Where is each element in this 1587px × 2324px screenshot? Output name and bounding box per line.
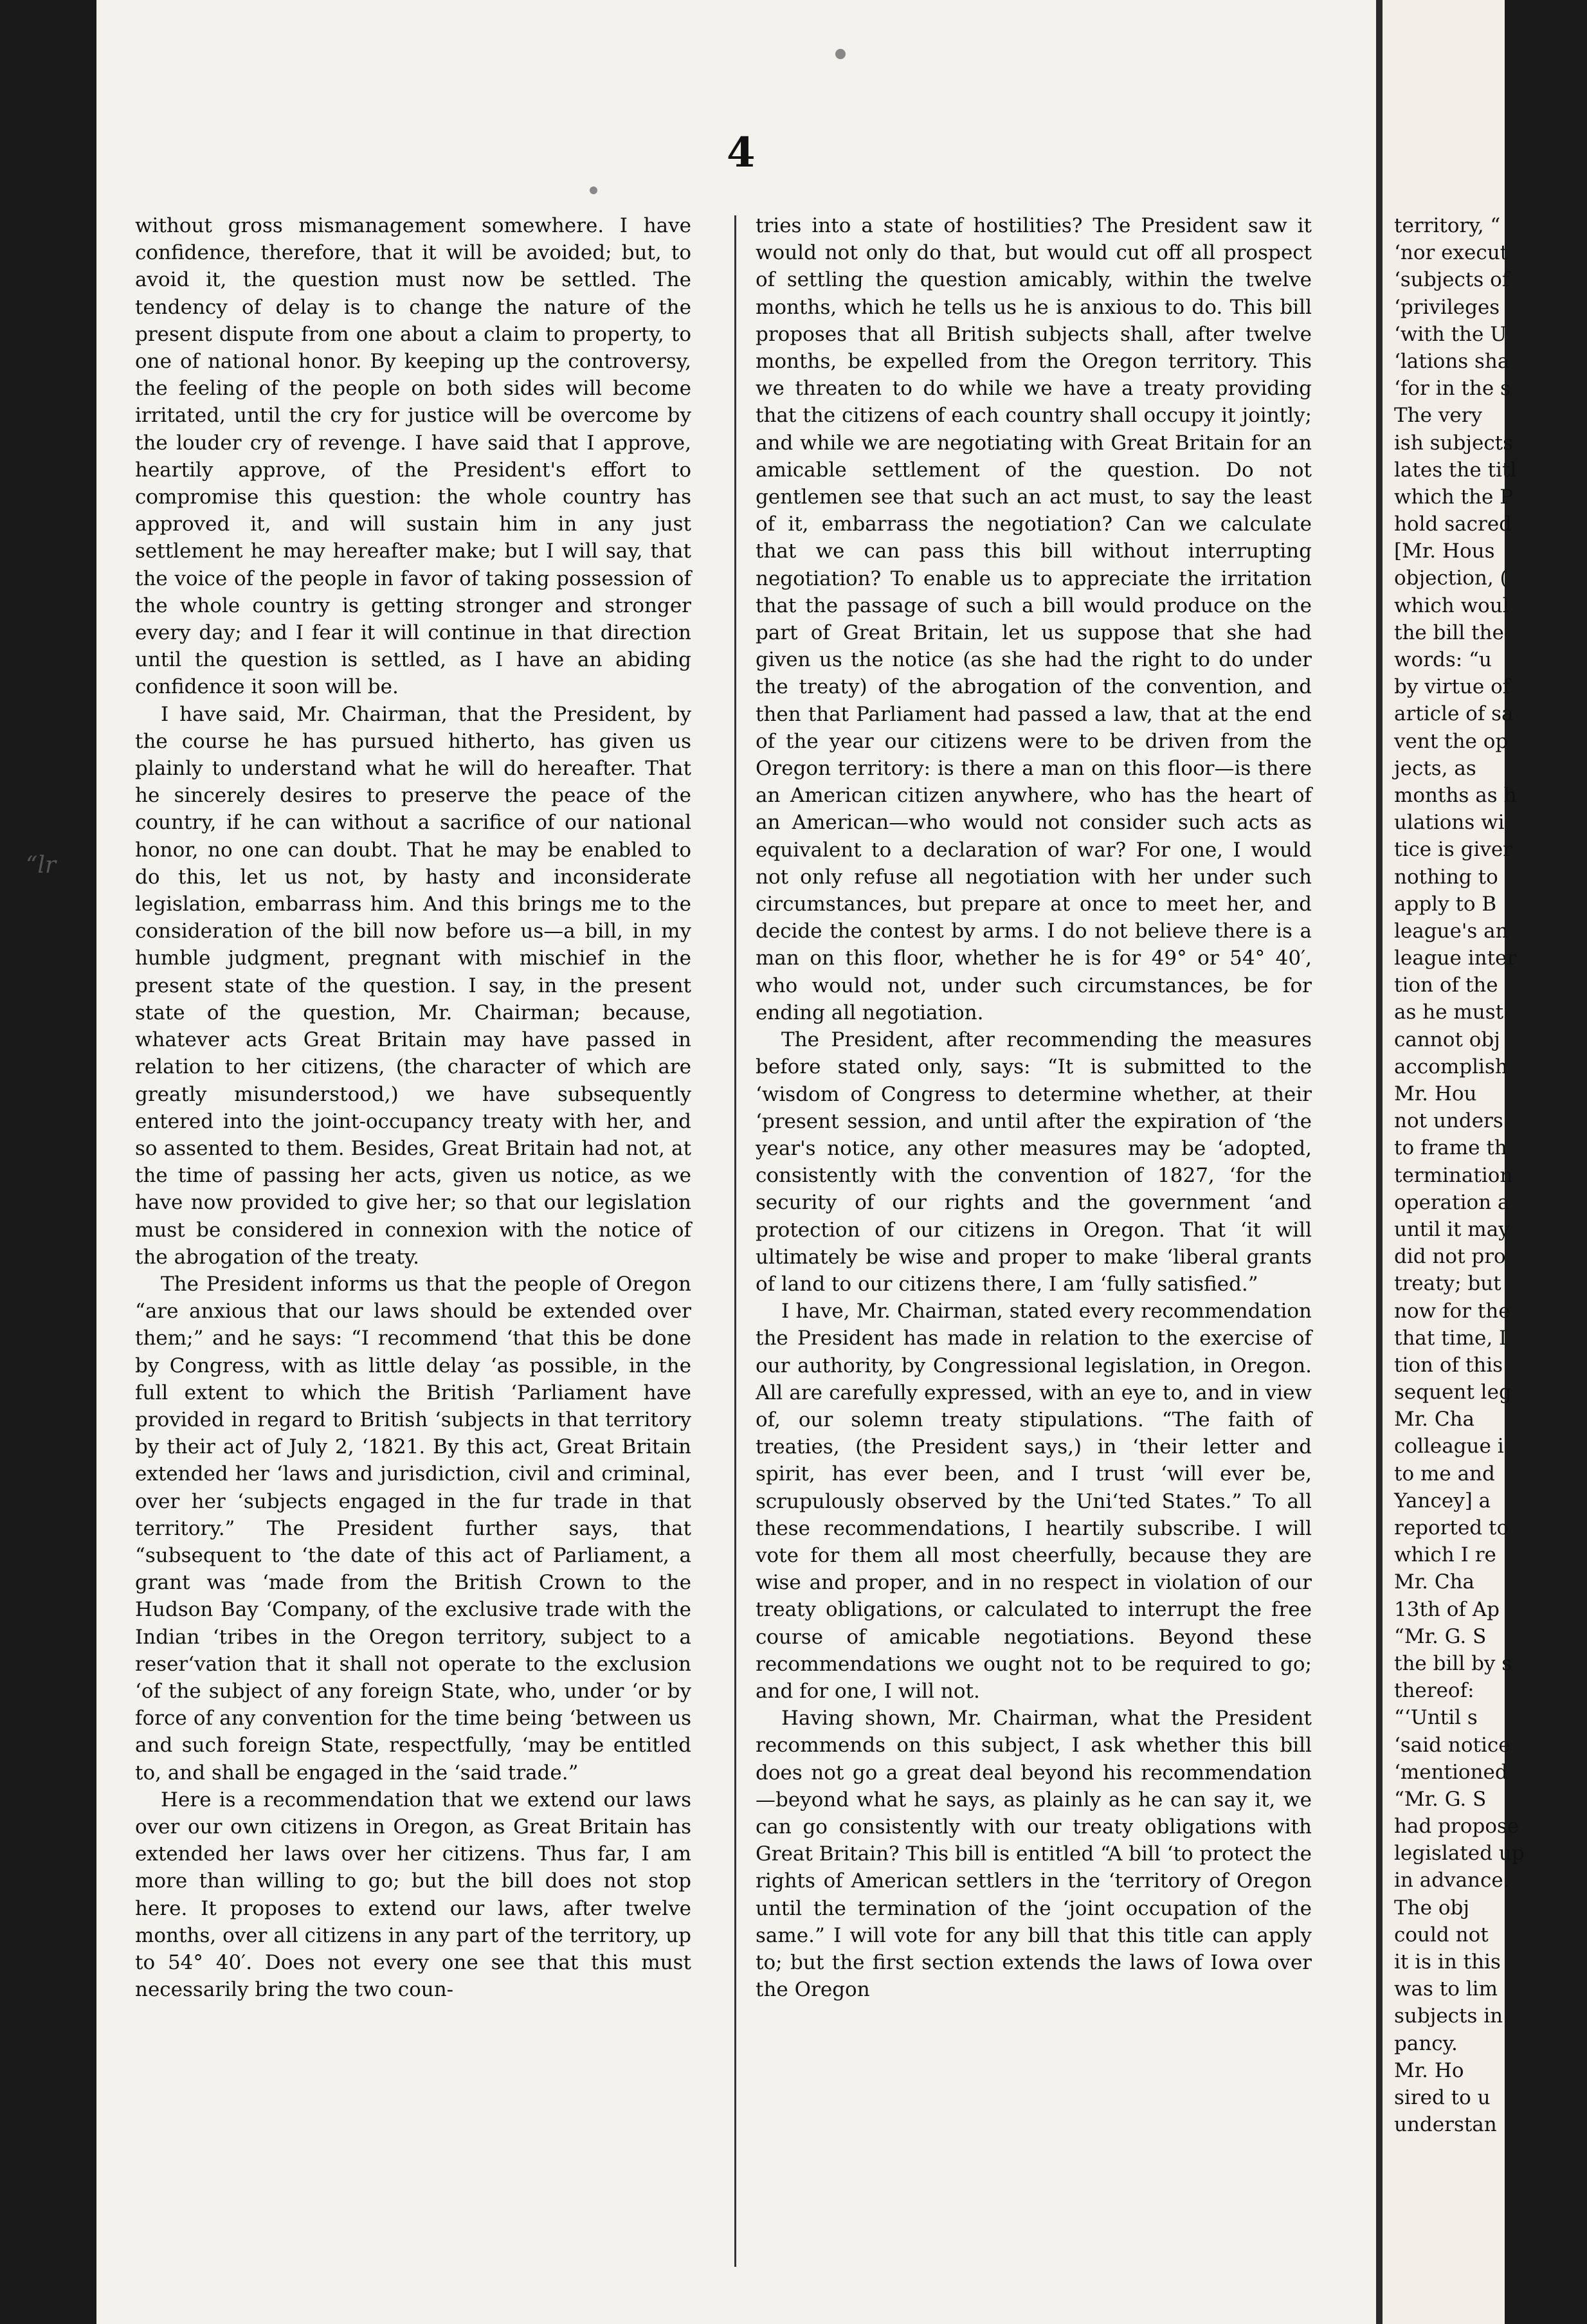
adjacent-line: it is in this — [1394, 1950, 1501, 1974]
page-number: 4 — [727, 129, 756, 177]
adjacent-line: accomplish — [1394, 1055, 1508, 1078]
adjacent-line: ‘privileges — [1394, 295, 1500, 319]
adjacent-line: “Mr. G. S — [1394, 1787, 1487, 1811]
adjacent-line: The very — [1394, 404, 1483, 428]
adjacent-line: Mr. Cha — [1394, 1408, 1475, 1431]
paragraph: Here is a recommendation that we extend our laws over our own citizens in Oregon, as Great Britain has extended her laws over her citizens. Thus far, I am more than willing to go; but the bill does not stop here. It proposes to extend our laws, after twelve months, over all citizens in any part of the territory, up to 54° 40′. Does not every one see that this must necessarily bring the two coun- — [135, 1788, 691, 2002]
adjacent-line: to me and — [1394, 1462, 1495, 1485]
adjacent-line: “‘Until s — [1394, 1706, 1478, 1730]
left-column — [135, 212, 691, 2283]
adjacent-page-edge — [1376, 0, 1525, 2324]
adjacent-line: treaty; but — [1394, 1272, 1501, 1296]
adjacent-line: ish subjects — [1394, 431, 1514, 455]
binding-hole-mid — [590, 186, 597, 194]
adjacent-line: legislated up — [1394, 1842, 1525, 1866]
adjacent-line: could not — [1394, 1923, 1489, 1947]
adjacent-line: cannot obj — [1394, 1028, 1500, 1051]
adjacent-line: the bill by s — [1394, 1651, 1512, 1675]
adjacent-line: league inter — [1394, 947, 1517, 970]
adjacent-line: words: “u — [1394, 648, 1492, 671]
right-column — [756, 212, 1312, 2283]
adjacent-line: now for the — [1394, 1299, 1510, 1323]
adjacent-line: ‘mentioned — [1394, 1760, 1508, 1784]
column-divider — [734, 215, 736, 2267]
adjacent-line: as he must — [1394, 1001, 1504, 1024]
paragraph: without gross mismanagement somewhere. I have confidence, therefore, that it will be avoided; but, to avoid it, the question must now be settled. The tendency of delay is to change the nature of the present dispute from one about a claim to property, to one of national honor. By keeping up the controversy, the feeling of the people on both sides will become irritated, until the cry for justice will be overcome by the louder cry of revenge. I have said that I approve, heartily approve, of the President's effort to compromise this question: the whole country has approved it, and will sustain him in any just settlement he may hereafter make; but I will say, that the voice of the people in favor of taking possession of the whole country is getting stronger and stronger every day; and I fear it will continue in that direction until the question is settled, as I have an abiding confidence it soon will be. — [135, 214, 691, 699]
adjacent-line: Yancey] a — [1394, 1489, 1491, 1512]
adjacent-line: nothing to — [1394, 865, 1498, 889]
adjacent-line: had propose — [1394, 1815, 1519, 1838]
adjacent-line: apply to B — [1394, 892, 1497, 916]
adjacent-line: operation a — [1394, 1190, 1510, 1214]
adjacent-line: [Mr. Hous — [1394, 540, 1495, 563]
adjacent-line: in advance. — [1394, 1869, 1510, 1893]
adjacent-line: which woul — [1394, 594, 1509, 617]
adjacent-line: article of sa — [1394, 702, 1514, 726]
adjacent-line: jects, as — [1394, 756, 1476, 780]
adjacent-line: subjects in — [1394, 2004, 1503, 2028]
adjacent-line: which I re — [1394, 1543, 1496, 1567]
adjacent-page-text — [1394, 212, 1587, 2138]
adjacent-line: ‘with the U — [1394, 322, 1507, 346]
adjacent-line: lates the titl — [1394, 458, 1517, 482]
adjacent-line: Mr. Hou — [1394, 1082, 1477, 1105]
adjacent-line: territory, “ — [1394, 214, 1501, 237]
adjacent-line: ‘lations sha — [1394, 349, 1510, 373]
adjacent-line: months as h — [1394, 783, 1517, 807]
adjacent-line: 13th of Ap — [1394, 1597, 1500, 1621]
adjacent-line: was to lim — [1394, 1977, 1498, 2001]
adjacent-line: colleague i — [1394, 1435, 1504, 1458]
adjacent-line: tice is giver — [1394, 838, 1513, 862]
adjacent-line: ‘for in the s — [1394, 377, 1510, 401]
adjacent-line: by virtue of — [1394, 675, 1510, 699]
adjacent-line: tion of the — [1394, 974, 1498, 997]
adjacent-line: not unders — [1394, 1109, 1503, 1133]
paragraph: I have, Mr. Chairman, stated every recommendation the President has made in relation to the exercise of our authority, by Congressional legislation, in Oregon. All are carefully expressed, with an eye to, and in view of, our solemn treaty stipulations. “The faith of treaties, (the President says,) in ‘their letter and spirit, has ever been, and I trust ‘will ever be, scrupulously observed by the Uni‘ted States.” To all these recommendations, I heartily subscribe. I will vote for them all most cheerfully, because they are wise and proper, and in no respect in violation of our treaty obligations, or calculated to interrupt the free course of amicable negotiations. Beyond these recommendations we ought not to be required to go; and for one, I will not. — [756, 1300, 1312, 1703]
adjacent-line: Mr. Cha — [1394, 1570, 1475, 1594]
adjacent-line: sired to u — [1394, 2085, 1491, 2109]
adjacent-line: sequent leg — [1394, 1381, 1512, 1404]
adjacent-line: ‘subjects of — [1394, 268, 1510, 292]
adjacent-line: reported to — [1394, 1516, 1509, 1539]
paragraph: The President informs us that the people of Oregon “are anxious that our laws should be extended over them;” and he says: “I recommend ‘that this be done by Congress, with as little delay ‘as possible, in the full extent to which the British ‘Parliament have provided in regard to British ‘subjects in that territory by their act of July 2, ‘1821. By this act, Great Britain extended her ‘laws and jurisdiction, civil and criminal, over her ‘subjects engaged in the fur trade in that territory.” The President further says, that “subsequent to ‘the date of this act of Parliament, a grant was ‘made from the British Crown to the Hudson Bay ‘Company, of the exclusive trade with the Indian ‘tribes in the Oregon territory, subject to a reser‘vation that it shall not operate to the exclusion ‘of the subject of any foreign State, who, under ‘or by force of any convention for the time being ‘between us and such foreign State, respectfully, ‘may be entitled to, and shall be engaged in the ‘said trade.” — [135, 1272, 691, 1784]
adjacent-line: The obj — [1394, 1896, 1469, 1920]
adjacent-line: ‘said notice — [1394, 1733, 1510, 1757]
adjacent-line: until it may — [1394, 1217, 1510, 1241]
adjacent-line: objection, ( — [1394, 567, 1508, 590]
adjacent-line: which the P — [1394, 485, 1514, 509]
adjacent-line: tion of this — [1394, 1353, 1503, 1377]
adjacent-line: that time, I — [1394, 1326, 1507, 1350]
paragraph: tries into a state of hostilities? The President saw it would not only do that, but would cut off all prospect of settling the question amicably, within the twelve months, which he tells us he is anxious to do. This bill proposes that all British subjects shall, after twelve months, be expelled from the Oregon territory. This we threaten to do while we have a treaty providing that the citizens of each country shall occupy it jointly; and while we are negotiating with Great Britain for an amicable settlement of the question. Do not gentlemen see that such an act must, to say the least of it, embarrass the negotiation? Can we calculate that we can pass this bill without interrupting negotiation? To enable us to appreciate the irritation that the passage of such a bill would produce on the part of Great Britain, let us suppose that she had given us the notice (as she had the right to do under the treaty) of the abrogation of the convention, and then that Parliament had passed a law, that at the end of the year our citizens were to be driven from the Oregon territory: is there a man on this floor—is there an American citizen anywhere, who has the heart of an American—who would not consider such acts as equivalent to a declaration of war? For one, I would not only refuse all negotiation with her under such circumstances, but prepare at once to meet her, and decide the contest by arms. I do not believe there is a man on this floor, whether he is for 49° or 54° 40′, who would not, under such circumstances, be for ending all negotiation. — [756, 214, 1312, 1024]
adjacent-line: hold sacred — [1394, 513, 1512, 536]
adjacent-line: ulations wi — [1394, 811, 1505, 835]
adjacent-line: termination — [1394, 1163, 1513, 1187]
adjacent-line: Mr. Ho — [1394, 2058, 1464, 2082]
adjacent-line: to frame th — [1394, 1136, 1507, 1160]
adjacent-line: league's an — [1394, 919, 1509, 943]
adjacent-line: pancy. — [1394, 2031, 1458, 2055]
adjacent-line: did not pro — [1394, 1245, 1506, 1269]
adjacent-line: “Mr. G. S — [1394, 1624, 1487, 1648]
paragraph: Having shown, Mr. Chairman, what the President recommends on this subject, I ask whether this bill does not go a great deal beyond his recommendation—beyond what he says, as plainly as he can say it, we can go consistently with our treaty obligations with Great Britain? This bill is entitled “A bill ‘to protect the rights of American settlers in the ‘territory of Oregon until the termination of the ‘joint occupation of the same.” I will vote for any bill that this title can apply to; but the first section extends the laws of Iowa over the Oregon — [756, 1707, 1312, 2002]
adjacent-line: thereof: — [1394, 1679, 1474, 1703]
adjacent-line: the bill the — [1394, 621, 1504, 644]
adjacent-line: understan — [1394, 2113, 1497, 2137]
adjacent-line: vent the op — [1394, 729, 1509, 753]
binding-hole-top — [835, 49, 846, 59]
margin-note: “lr — [26, 852, 57, 878]
paragraph: The President, after recommending the measures before stated only, says: “It is submitted to the ‘wisdom of Congress to determine whether, at their ‘present session, and until after the expiration of ‘the year's notice, any other measures may be ‘adopted, consistently with the convention of 1827, ‘for the security of our rights and the government ‘and protection of our citizens in Oregon. That ‘it will ultimately be wise and proper to make ‘liberal grants of land to our citizens there, I am ‘fully satisfied.” — [756, 1028, 1312, 1296]
paragraph: I have said, Mr. Chairman, that the President, by the course he has pursued hitherto, has given us plainly to understand what he will do hereafter. That he sincerely desires to preserve the peace of the country, if he can without a sacrifice of our national honor, no one can doubt. That he may be enabled to do this, let us not, by hasty and inconsiderate legislation, embarrass him. And this brings me to the consideration of the bill now before us—a bill, in my humble judgment, pregnant with mischief in the present state of the question. I say, in the present state of the question, Mr. Chairman; because, whatever acts Great Britain may have passed in relation to her citizens, (the character of which are greatly misunderstood,) we have subsequently entered into the joint-occupancy treaty with her, and so assented to them. Besides, Great Britain had not, at the time of passing her acts, given us notice, as we have now provided to give her; so that our legislation must be considered in connexion with the notice of the abrogation of the treaty. — [135, 702, 691, 1269]
adjacent-line: ‘nor execut — [1394, 241, 1509, 265]
